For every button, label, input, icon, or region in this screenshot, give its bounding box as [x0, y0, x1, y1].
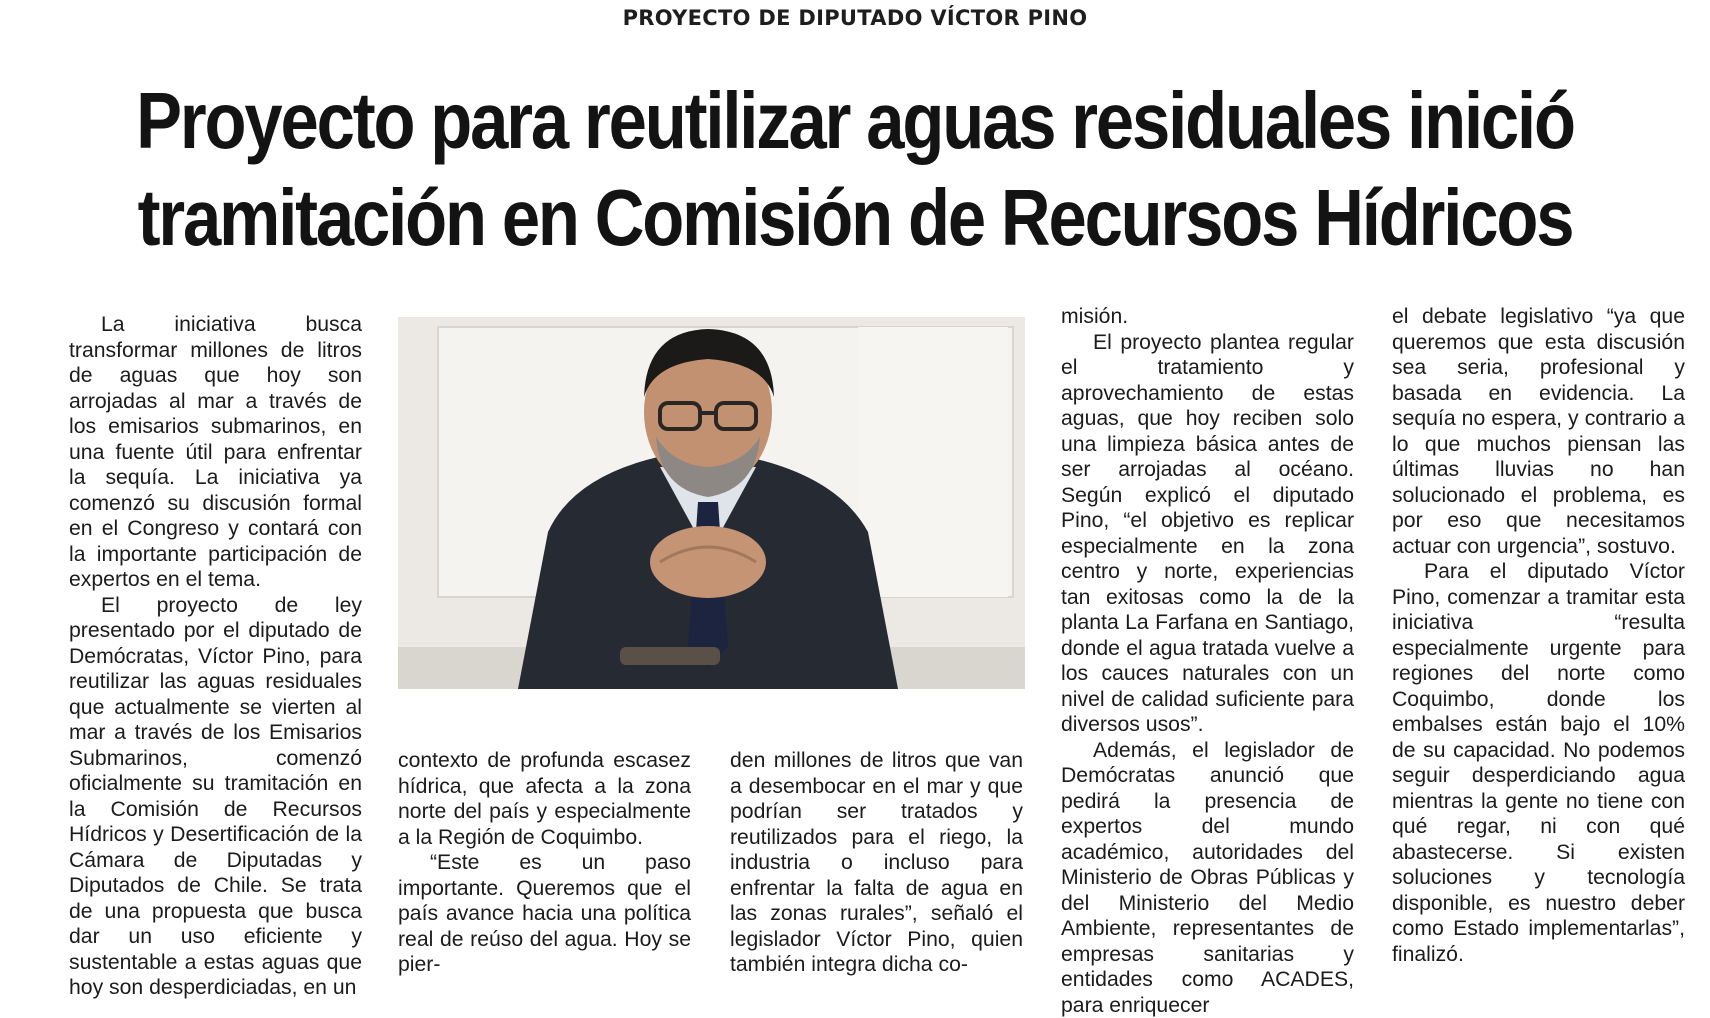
text-column-3 — [730, 748, 1023, 978]
paragraph: La iniciativa busca transformar millones de litros de aguas que hoy son arrojadas al mar a través de los emisarios submarinos, en una fuente útil para enfrentar la sequía. La iniciativa ya comenzó su discusión formal en el Congreso y contará con la importante participación de expertos en el tema. — [69, 312, 362, 593]
article-kicker: PROYECTO DE DIPUTADO VÍCTOR PINO — [0, 6, 1710, 30]
text-column-5 — [1392, 304, 1685, 967]
paragraph: El proyecto plantea regular el tratamiento y aprovechamiento de estas aguas, que hoy reciben solo una limpieza básica antes de ser arrojadas al océano. Según explicó el diputado Pino, “el objetivo es replicar especialmente en la zona centro y norte, experiencias tan exitosas como la de la planta La Farfana en Santiago, donde el agua tratada vuelve a los cauces naturales con un nivel de calidad suficiente para diversos usos”. — [1061, 330, 1354, 738]
headline-line-2: tramitación en Comisión de Recursos Hídricos — [120, 169, 1591, 266]
text-column-1 — [69, 312, 362, 1001]
text-column-2 — [398, 748, 691, 978]
paragraph: “Este es un paso importante. Queremos que el país avance hacia una política real de reúso del agua. Hoy se pier- — [398, 850, 691, 978]
paragraph: contexto de profunda escasez hídrica, que afecta a la zona norte del país y especialmente a la Región de Coquimbo. — [398, 748, 691, 850]
paragraph: den millones de litros que van a desembocar en el mar y que podrían ser tratados y reutilizados para el riego, la industria o incluso para enfrentar la falta de agua en las zonas rurales”, señaló el legislador Víctor Pino, quien también integra dicha co- — [730, 748, 1023, 978]
paragraph: el debate legislativo “ya que queremos que esta discusión sea seria, profesional y basada en evidencia. La sequía no espera, y contrario a lo que muchos piensan las últimas lluvias no han solucionado el problema, es por eso que necesitamos actuar con urgencia”, sostuvo. — [1392, 304, 1685, 559]
paragraph: El proyecto de ley presentado por el diputado de Demócratas, Víctor Pino, para reutilizar las aguas residuales que actualmente se vierten al mar a través de los Emisarios Submarinos, comenzó oficialmente su tramitación en la Comisión de Recursos Hídricos y Desertificación de la Cámara de Diputadas y Diputados de Chile. Se trata de una propuesta que busca dar un uso eficiente y sustentable a estas aguas que hoy son desperdiciadas, en un — [69, 593, 362, 1001]
text-column-4 — [1061, 304, 1354, 1018]
article-photo — [398, 317, 1025, 689]
paragraph: misión. — [1061, 304, 1354, 330]
headline-line-1: Proyecto para reutilizar aguas residuales inició — [120, 72, 1591, 169]
paragraph: Para el diputado Víctor Pino, comenzar a tramitar esta iniciativa “resulta especialmente urgente para regiones del norte como Coquimbo, donde los embalses están bajo el 10% de su capacidad. No podemos seguir desperdiciando agua mientras la gente no tiene con qué regar, ni con qué abastecerse. Si existen soluciones y tecnología disponible, es nuestro deber como Estado implementarlas”, finalizó. — [1392, 559, 1685, 967]
portrait-illustration — [398, 317, 1025, 689]
paragraph: Además, el legislador de Demócratas anunció que pedirá la presencia de expertos del mundo académico, autoridades del Ministerio de Obras Públicas y del Ministerio del Medio Ambiente, representantes de empresas sanitarias y entidades como ACADES, para enriquecer — [1061, 738, 1354, 1018]
article-headline — [120, 72, 1591, 266]
